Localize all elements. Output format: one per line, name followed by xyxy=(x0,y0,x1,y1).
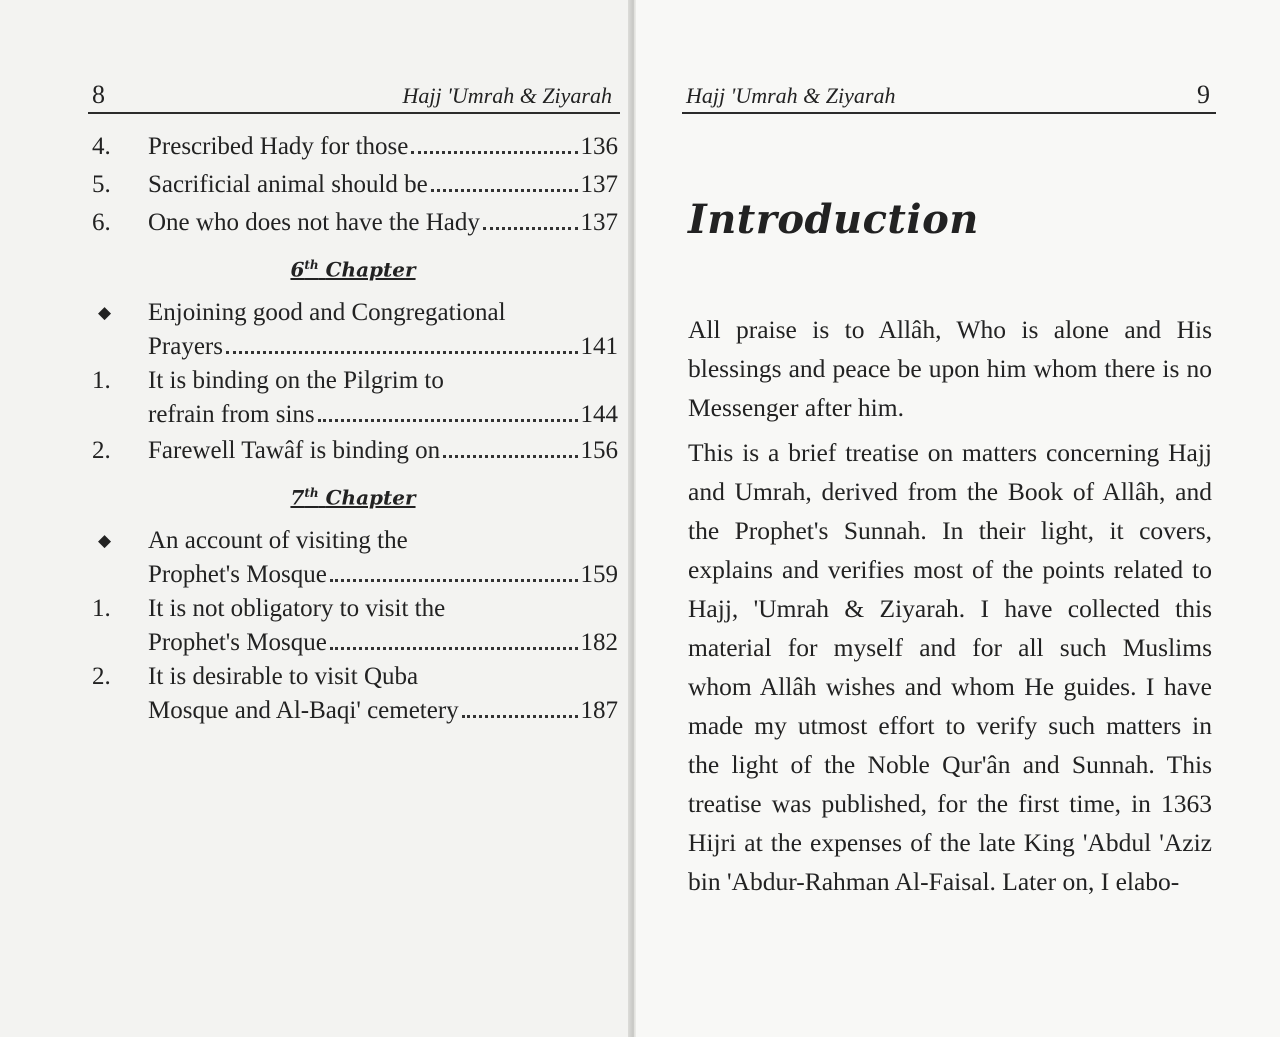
left-page-number: 8 xyxy=(92,80,105,109)
paragraph: This is a brief treatise on matters concerning Hajj and Umrah, derived from the Book of Allâh, and the Prophet's Sunnah. In their light, it covers, explains and verifies most of the points related to Hajj, 'Umrah & Ziyarah. I have collected this material for myself and for all such Muslims whom Allâh wishes and whom He guides. I have made my utmost effort to verify such matters in the light of the Noble Qur'ân and Sunnah. This treatise was published, for the first time, in 1363 Hijri at the expenses of the late King 'Abdul 'Aziz bin 'Abdur-Rahman Al-Faisal. Later on, I elabo- xyxy=(688,438,1212,896)
toc-entry: 2. Farewell Tawâf is binding on 156 xyxy=(92,437,618,464)
chapter-7-heading: 7th Chapter xyxy=(290,485,416,510)
table-of-contents xyxy=(88,128,618,728)
toc-entry-continued: Mosque and Al-Baqi' cemetery 187 xyxy=(148,697,618,724)
chapter-6-heading: 6th Chapter xyxy=(290,257,416,282)
dot-leader xyxy=(226,351,578,354)
left-running-title: Hajj 'Umrah & Ziyarah xyxy=(402,83,612,108)
toc-entry: 2. It is desirable to visit Quba xyxy=(92,663,419,690)
dot-leader xyxy=(318,419,578,422)
toc-entry: 1. It is binding on the Pilgrim to xyxy=(92,367,444,394)
dot-leader xyxy=(330,579,578,582)
dot-leader xyxy=(411,151,577,154)
right-page-number: 9 xyxy=(1197,80,1210,109)
dot-leader xyxy=(330,647,578,650)
right-header-rule xyxy=(682,112,1216,114)
left-header-rule xyxy=(88,112,620,114)
dot-leader xyxy=(443,455,577,458)
diamond-bullet-icon: ◆ xyxy=(98,303,112,322)
toc-entry: 4. Prescribed Hady for those 136 xyxy=(92,133,618,160)
toc-entry-continued: Prayers 141 xyxy=(148,333,618,360)
toc-entry: ◆ An account of visiting the xyxy=(88,524,618,558)
section-heading: Introduction xyxy=(688,196,979,243)
toc-entry-continued: refrain from sins 144 xyxy=(148,401,618,428)
diamond-bullet-icon: ◆ xyxy=(98,531,112,550)
right-running-title: Hajj 'Umrah & Ziyarah xyxy=(686,83,896,108)
toc-entry: 1. It is not obligatory to visit the xyxy=(92,595,446,622)
left-page xyxy=(0,0,632,1037)
left-running-head xyxy=(88,80,618,114)
toc-entry: ◆ Enjoining good and Congregational xyxy=(88,296,618,330)
paragraph: All praise is to Allâh, Who is alone and His blessings and peace be upon him whom there is no Messenger after him. xyxy=(688,315,1212,422)
right-running-head xyxy=(682,80,1216,114)
toc-entry: 6. One who does not have the Hady 137 xyxy=(92,209,618,236)
body-text xyxy=(688,310,1212,907)
dot-leader xyxy=(462,715,578,718)
toc-entry-continued: Prophet's Mosque 182 xyxy=(148,629,618,656)
toc-entry: 5. Sacrificial animal should be 137 xyxy=(92,171,618,198)
toc-entry-continued: Prophet's Mosque 159 xyxy=(148,561,618,588)
dot-leader xyxy=(483,227,578,230)
dot-leader xyxy=(431,189,578,192)
right-page xyxy=(636,0,1280,1037)
